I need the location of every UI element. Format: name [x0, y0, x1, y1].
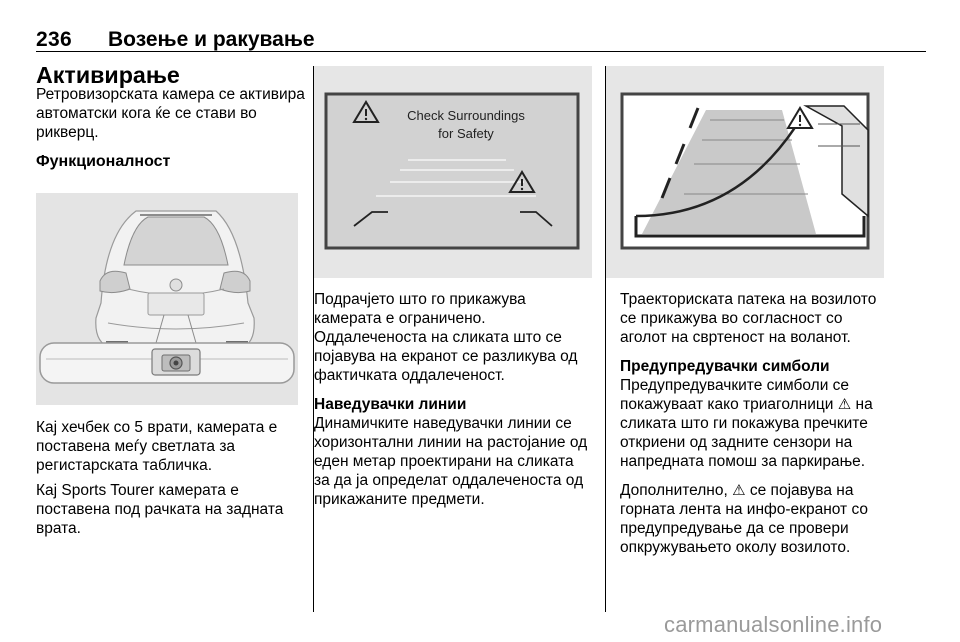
page-number: 236	[36, 28, 72, 51]
car-rear-svg	[36, 193, 298, 405]
heading-warning-symbols: Предупредувачки симболи	[620, 358, 830, 375]
column-1-bottom	[36, 418, 306, 544]
paragraph-activation: Ретровизорската камера се активира автоматски кога ќе се стави во рикверц.	[36, 86, 305, 141]
column-2-text	[314, 290, 592, 519]
paragraph-warning-symbols	[620, 376, 888, 471]
warning-triangle-icon: ⚠	[837, 396, 852, 413]
screen-trajectory-svg	[606, 66, 884, 278]
paragraph-tourer: Кај Sports Tourer камерата е поставена под рачката на задната врата.	[36, 482, 284, 537]
header-rule	[36, 51, 926, 52]
camera-screen-trajectory-illustration	[606, 66, 884, 278]
page-header	[36, 22, 926, 54]
chapter-title: Возење и ракување	[108, 28, 315, 51]
paragraph-trajectory: Траекториската патека на возилото се прикажува во согласност со аголот на свртеност на воланот.	[620, 291, 877, 346]
additional-text-part-a: Дополнително,	[620, 482, 728, 499]
camera-screen-warning-illustration	[314, 66, 592, 278]
column-1-top	[36, 62, 306, 171]
watermark: carmanualsonline.info	[664, 612, 883, 637]
heading-guidelines: Наведувачки линии	[314, 396, 467, 413]
paragraph-additional	[620, 481, 888, 557]
warning-text-line2: for Safety	[438, 126, 494, 141]
paragraph-guidelines: Динамичките наведувачки линии се хоризонтални линии на растојание од еден метар проектирани на сликата за да ја определат оддалеченоста од прикажаните предмети.	[314, 415, 588, 508]
warning-text-part-a: Предупредувачките симболи се покажуваат како триаголници	[620, 377, 850, 413]
heading-function: Функционалност	[36, 153, 171, 170]
rear-camera-location-illustration	[36, 193, 298, 405]
warning-triangle-icon: ⚠	[732, 482, 746, 499]
heading-activation: Активирање	[36, 62, 180, 88]
additional-text-part-b: се појавува на горната лента на инфо-екранот со предупредување да се провери опкружувањето околу возилото.	[620, 482, 868, 556]
warning-text-part-b: на сликата што ги покажува пречките откриени од задните сензори на напредната помош за паркирање.	[620, 396, 873, 470]
warning-text-line1: Check Surroundings	[407, 108, 525, 123]
column-3-text	[620, 290, 888, 567]
paragraph-limited-area: Подрачјето што го прикажува камерата е ограничено. Оддалеченоста на сликата што се појавува на екранот се разликува од фактичката оддалеченост.	[314, 291, 578, 384]
screen-warning-svg	[314, 66, 592, 278]
paragraph-hatchback: Кај хечбек со 5 врати, камерата е поставена меѓу светлата за регистарската табличка.	[36, 419, 278, 474]
